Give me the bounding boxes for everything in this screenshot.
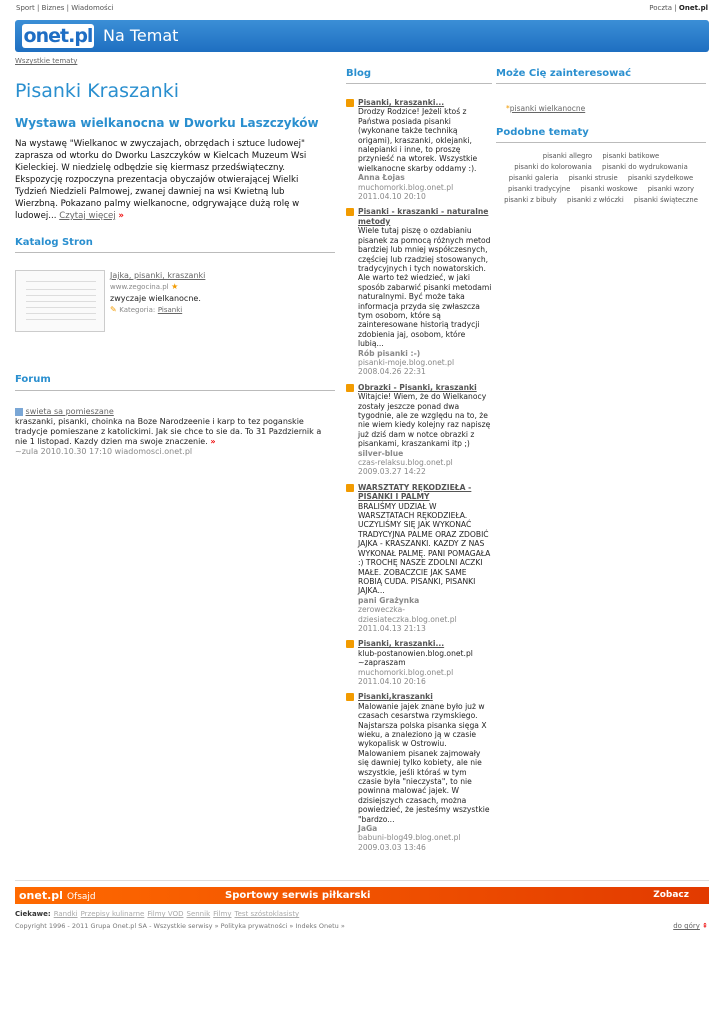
tag-link[interactable]: pisanki szydełkowe: [627, 174, 694, 182]
blog-item: [346, 639, 492, 686]
category-label: Kategoria:: [119, 306, 156, 314]
onet-link[interactable]: Onet.pl: [678, 4, 708, 12]
article-title[interactable]: Wystawa wielkanocna w Dworku Laszczyków: [15, 116, 319, 130]
all-topics-link[interactable]: Wszystkie tematy: [15, 57, 78, 65]
footer-logo: onet.pl Ofsajd: [19, 889, 96, 902]
divider: [15, 390, 335, 391]
header-banner: [15, 20, 709, 52]
read-more-link[interactable]: Czytaj więcej: [59, 211, 116, 221]
blog-item: [346, 383, 492, 477]
tag-link[interactable]: pisanki z bibuły: [504, 196, 557, 204]
blog-icon: [346, 640, 354, 648]
interesting-link[interactable]: Filmy: [213, 910, 232, 918]
blog-meta: zeroweczka-dziesiateczka.blog.onet.pl 2011.04.13 21:13: [358, 605, 457, 633]
blog-icon: [346, 99, 354, 107]
mail-link[interactable]: Poczta: [649, 4, 673, 12]
blog-title-link[interactable]: Pisanki, kraszanki...: [358, 98, 445, 107]
blog-title-link[interactable]: Pisanki - kraszanki - naturalne metody: [358, 207, 489, 226]
blog-author: Rób pisanki :-): [358, 348, 421, 358]
tag-link[interactable]: pisanki strusie: [568, 174, 618, 182]
tag-link[interactable]: pisanki tradycyjne: [507, 185, 571, 193]
divider: [15, 252, 335, 253]
blog-icon: [346, 208, 354, 216]
catalog-entry: [110, 270, 205, 316]
bullet-icon: *: [506, 104, 510, 113]
page-title: Pisanki Kraszanki: [15, 80, 179, 102]
blog-meta: babuni-blog49.blog.onet.pl 2009.03.03 13:46: [358, 833, 461, 852]
interest-heading: Może Cię zainteresować: [496, 68, 632, 79]
back-to-top[interactable]: do góry ⇞: [673, 922, 708, 930]
blog-column: [346, 68, 492, 858]
divider: [496, 142, 706, 143]
tag-link[interactable]: pisanki woskowe: [580, 185, 638, 193]
footer-logo-sub: Ofsajd: [66, 892, 96, 902]
blog-title-link[interactable]: Pisanki,kraszanki: [358, 692, 433, 702]
interest-link[interactable]: pisanki wielkanocne: [509, 104, 586, 113]
copyright: Copyright 1996 - 2011 Grupa Onet.pl SA - Wszystkie serwisy » Polityka prywatności » Indeks Onetu »: [15, 922, 345, 930]
blog-title-link[interactable]: Obrazki - Pisanki, kraszanki: [358, 382, 477, 392]
blog-item: [346, 483, 492, 634]
blog-snippet: klub-postanowien.blog.onet.pl ~zapraszam: [358, 648, 473, 668]
blog-meta: muchomorki.blog.onet.pl 2011.04.10 20:16: [358, 667, 454, 686]
tag-link[interactable]: pisanki galeria: [508, 174, 559, 182]
blog-title-link[interactable]: WARSZTATY RĘKODZIEŁA - PISANKI I PALMY: [358, 482, 472, 502]
tag-link[interactable]: pisanki z włóczki: [567, 196, 624, 204]
forum-icon: [15, 408, 23, 416]
catalog-heading: Katalog Stron: [15, 237, 93, 248]
tag-link[interactable]: pisanki wzory: [647, 185, 695, 193]
onet-logo[interactable]: onet.pl: [23, 25, 93, 47]
divider: [496, 83, 706, 84]
blog-item: [346, 98, 492, 201]
blog-author: silver-blue: [358, 448, 404, 458]
catalog-title-link[interactable]: Jajka, pisanki, kraszanki: [110, 271, 206, 280]
blog-item: [346, 692, 492, 852]
forum-meta: ~zula 2010.10.30 17:10 wiadomosci.onet.pl: [15, 447, 193, 456]
blog-snippet: Witajcie! Wiem, że do Wielkanocy zostały jeszcze ponad dwa tygodnie, ale ze względu na to, że nie wiem kiedy kolejny raz napiszę już dziś dam w notce obrazki z pisankami, kraszankami itp ;): [358, 392, 491, 449]
catalog-desc: zwyczaje wielkanocne.: [110, 294, 201, 303]
interesting-link[interactable]: Test szóstoklasisty: [234, 910, 300, 918]
blog-meta: czas-relaksu.blog.onet.pl 2009.03.27 14:22: [358, 458, 453, 477]
blog-meta: pisanki-moje.blog.onet.pl 2008.04.26 22:31: [358, 357, 455, 377]
forum-text: kraszanki, pisanki, choinka na Boze Narodzeenie i karp to tez poganskie tradycje pomieszane z katolickimi. Jak sie chce to sie da. To 31 Pazdziernik a nie 1 listopad. Kazdy dzien ma swoje znaczenie.: [15, 417, 322, 446]
arrow-icon[interactable]: »: [210, 437, 216, 446]
promo-text: Sportowy serwis piłkarski: [225, 890, 371, 901]
blog-author: Anna Łojas: [358, 173, 405, 183]
blog-snippet: Wiele tutaj piszę o ozdabianiu pisanek za pomocą różnych metod bardziej lub mniej współczesnych, częściej lub rzadziej stosowanych, tradycyjnych i tych nowatorskich. Ale warto też wiedzieć, w jaki sposób zabarwić pisanki metodami naturalnymi. Być może taka informacja przyda się zwłaszcza tym osobom, które są zainteresowane historią tradycji zdobienia jaj, osobom, które lubią...: [358, 226, 492, 349]
blog-author: JaGa: [358, 824, 378, 834]
tag-link[interactable]: pisanki batikowe: [602, 152, 660, 160]
arrow-up-icon: ⇞: [702, 922, 708, 930]
category-link[interactable]: Pisanki: [157, 306, 183, 314]
blog-snippet: BRALIŚMY UDZIAŁ W WARSZTATACH RĘKODZIEŁA. UCZYLIŚMY SIĘ JAK WYKONAĆ TRADYCYJNA PALME ORAZ ZDOBIĆ JAJKA - KRASZANKI. KAZDY Z NAS WYKONAŁ PALMĘ. PANI POMAGAŁA :) TROCHĘ NASZE ZDOLNI ACZKI MAŁE. ZOBACZCIE JAK SAME ROBIĄ CUDA. PISANKI, PISANKI JAJKA...: [358, 501, 491, 596]
top-right-links: Poczta | Onet.pl: [649, 4, 708, 12]
tag-icon: ✎: [110, 305, 117, 314]
arrow-icon: »: [118, 211, 124, 221]
interesting-link[interactable]: Przepisy kulinarne: [80, 910, 145, 918]
interesting-link[interactable]: Randki: [53, 910, 78, 918]
blog-icon: [346, 693, 354, 701]
blog-snippet: Drodzy Rodzice! Jeżeli ktoś z Państwa posiada pisanki (wykonane także techniką origami), kraszanki, oklejanki, nalepianki i inne, to proszę przynieść na wtorek. Wszystkie wielkanocne skarby oddamy :).: [358, 107, 478, 173]
blog-item: [346, 207, 492, 376]
article-text: Na wystawę "Wielkanoc w zwyczajach, obrzędach i sztuce ludowej" zaprasza od wtorku do Dworku Laszczyków w Kielcach Muzeum Wsi Kieleckiej. W niedzielę odbędzie się kiermasz przedświąteczny. Ekspozycję rozpoczyna prezentacja obyczajów otwierającej Wielki Tydzień Niedzieli Palmowej, zwanej dawniej na wsi Kwietną lub Wierzbną. Pokazano palmy wielkanocne, odgrywające dużą rolę w ludowej...: [15, 139, 307, 221]
forum-post: [15, 407, 335, 457]
tag-link[interactable]: pisanki allegro: [542, 152, 593, 160]
blog-title-link[interactable]: Pisanki, kraszanki...: [358, 639, 445, 649]
catalog-url: www.zegocina.pl: [110, 283, 169, 291]
blog-icon: [346, 384, 354, 392]
blog-heading: Blog: [346, 68, 372, 79]
blog-author: pani Grażynka: [358, 595, 420, 605]
divider: [346, 83, 492, 84]
tag-link[interactable]: pisanki świąteczne: [633, 196, 698, 204]
right-column: [496, 68, 706, 206]
promo-banner[interactable]: [15, 887, 709, 904]
forum-heading: Forum: [15, 374, 51, 385]
interesting-label: Ciekawe:: [15, 910, 51, 918]
interesting-link[interactable]: Sennik: [186, 910, 211, 918]
star-icon[interactable]: ★: [171, 282, 179, 291]
divider: [15, 880, 709, 881]
blog-icon: [346, 484, 354, 492]
top-nav[interactable]: Sport | Biznes | Wiadomości: [16, 4, 114, 12]
forum-title-link[interactable]: swieta sa pomieszane: [25, 407, 114, 416]
interesting-links: [15, 910, 299, 918]
similar-heading: Podobne tematy: [496, 127, 589, 138]
interesting-link[interactable]: Filmy VOD: [147, 910, 184, 918]
site-title: Na Temat: [103, 26, 179, 45]
blog-snippet: Malowanie jajek znane było już w czasach cesarstwa rzymskiego. Najstarsza polska pisanka sięga X wieku, a znaleziono ją w czasie wykopalisk w Ostrowiu. Malowaniem pisanek zajmowały się dawniej tylko kobiety, ale nie wszystkie, jeśli któraś w tym czasie była "nieczysta", to nie powinna malować jajek. W dzisiejszych czasach, można powiedzieć, że jesteśmy wszystkie "bardzo...: [358, 701, 490, 824]
top-bar: [0, 0, 724, 18]
promo-cta[interactable]: Zobacz: [653, 890, 689, 900]
blog-list: [346, 98, 492, 852]
article-lead: [15, 138, 330, 222]
tag-link[interactable]: pisanki do wydrukowania: [602, 163, 688, 171]
catalog-thumbnail[interactable]: [15, 270, 105, 332]
similar-tags: [496, 151, 706, 206]
blog-meta: muchomorki.blog.onet.pl 2011.04.10 20:10: [358, 182, 454, 202]
tag-link[interactable]: pisanki do kolorowania: [514, 163, 592, 171]
